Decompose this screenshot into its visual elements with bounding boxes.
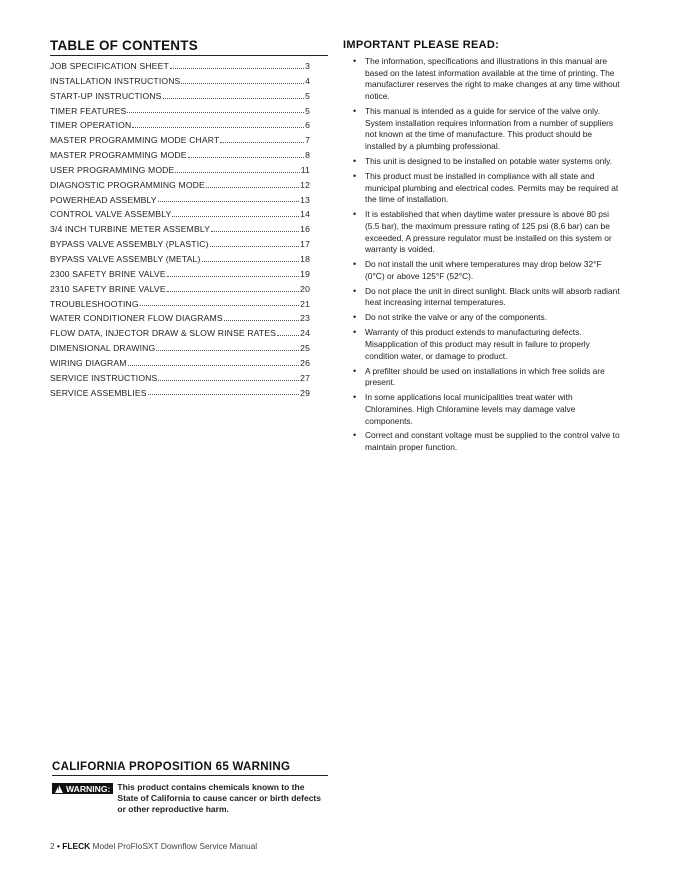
important-item xyxy=(343,106,623,153)
toc-leader-dots xyxy=(156,350,299,351)
toc-item-page: 17 xyxy=(300,239,310,250)
toc-item-title: WATER CONDITIONER FLOW DIAGRAMS xyxy=(50,313,223,324)
toc-item-title: POWERHEAD ASSEMBLY xyxy=(50,194,157,205)
toc-item-page: 29 xyxy=(300,387,310,398)
toc-item[interactable] xyxy=(50,311,310,326)
toc-item[interactable] xyxy=(50,148,310,163)
toc-leader-dots xyxy=(158,201,299,202)
toc-item-title: FLOW DATA, INJECTOR DRAW & SLOW RINSE RATES xyxy=(50,328,277,339)
warning-row xyxy=(52,782,332,815)
toc-leader-dots xyxy=(140,305,299,306)
toc-item[interactable] xyxy=(50,118,310,133)
toc-item-page: 26 xyxy=(300,357,310,368)
toc-leader-dots xyxy=(181,83,304,84)
toc-leader-dots xyxy=(127,112,304,113)
important-item xyxy=(343,392,623,427)
toc-item-page: 4 xyxy=(305,75,310,86)
warning-badge xyxy=(52,783,113,794)
toc-item-title: WIRING DIAGRAM xyxy=(50,357,127,368)
toc-item-title: TIMER FEATURES xyxy=(50,105,127,116)
toc-item-page: 19 xyxy=(300,268,310,279)
toc-leader-dots xyxy=(128,365,300,366)
bullet-icon: • xyxy=(353,430,357,441)
toc-item-title: CONTROL VALVE ASSEMBLY xyxy=(50,209,172,220)
toc-item[interactable] xyxy=(50,267,310,282)
toc-item-title: MASTER PROGRAMMING MODE CHART xyxy=(50,135,220,146)
toc-item-page: 18 xyxy=(300,253,310,264)
toc-item[interactable] xyxy=(50,193,310,208)
important-item xyxy=(343,156,623,168)
toc-leader-dots xyxy=(175,172,299,173)
important-item xyxy=(343,171,623,206)
toc-leader-dots xyxy=(172,216,299,217)
toc-item-title: DIMENSIONAL DRAWING xyxy=(50,343,156,354)
bullet-icon: • xyxy=(353,170,357,181)
toc-leader-dots xyxy=(210,246,300,247)
important-item-text: Correct and constant voltage must be supplied to the control valve to maintain proper function. xyxy=(365,430,620,453)
important-item xyxy=(343,259,623,282)
toc-item-page: 13 xyxy=(300,194,310,205)
bullet-icon: • xyxy=(353,106,357,116)
bullet-icon: • xyxy=(353,259,357,270)
toc-item-page: 23 xyxy=(300,313,310,324)
toc-item-title: SERVICE ASSEMBLIES xyxy=(50,387,147,398)
bullet-icon: • xyxy=(353,327,357,338)
toc-item[interactable] xyxy=(50,74,310,89)
toc-item[interactable] xyxy=(50,133,310,148)
page-footer xyxy=(50,841,257,851)
toc-item-page: 20 xyxy=(300,283,310,294)
bullet-icon: • xyxy=(353,392,357,403)
important-item-text: This product must be installed in compliance with all state and municipal plumbing and electrical codes. Permits may be required at the time of installation. xyxy=(365,170,619,205)
brand-name: FLECK xyxy=(62,841,91,851)
important-item-text: It is established that when daytime water pressure is above 80 psi (5.5 bar), the maximum pressure rating of 125 psi (8.6 bar) can be exceeded. A pressure regulator must be installed on this system or warranty is voided. xyxy=(365,209,612,255)
toc-item-title: DIAGNOSTIC PROGRAMMING MODE xyxy=(50,179,205,190)
important-item-text: Do not install the unit where temperatures may drop below 32°F (0°C) or above 125°F (52°C). xyxy=(365,259,602,281)
important-item-text: In some applications local municipalities treat water with Chloramines. High Chloramine levels may damage valve components. xyxy=(365,392,576,426)
toc-item-page: 12 xyxy=(300,179,310,190)
warning-text: This product contains chemicals known to the State of California to cause cancer or birth defects or other reproductive harm. xyxy=(117,782,321,814)
toc-item-title: 3/4 INCH TURBINE METER ASSEMBLY xyxy=(50,224,211,235)
toc-item[interactable] xyxy=(50,89,310,104)
toc-item-title: JOB SPECIFICATION SHEET xyxy=(50,61,169,71)
toc-item-page: 14 xyxy=(300,209,310,220)
toc-leader-dots xyxy=(206,187,299,188)
toc-item-page: 21 xyxy=(300,298,310,309)
toc-item[interactable] xyxy=(50,341,310,356)
toc-item-page: 3 xyxy=(305,61,310,71)
toc-item-page: 27 xyxy=(300,372,310,383)
toc-item-title: SERVICE INSTRUCTIONS xyxy=(50,372,158,383)
important-item xyxy=(343,56,623,103)
toc-leader-dots xyxy=(158,380,299,381)
toc-item[interactable] xyxy=(50,297,310,312)
toc-item-title: BYPASS VALVE ASSEMBLY (PLASTIC) xyxy=(50,239,209,250)
toc-item[interactable] xyxy=(50,282,310,297)
toc-leader-dots xyxy=(277,335,299,336)
important-item-text: This manual is intended as a guide for service of the valve only. System installation requires information from a number of suppliers not known at the time of manufacture. This product should be installed by a plumbing professional. xyxy=(365,106,614,152)
bullet-icon: • xyxy=(353,285,357,296)
toc-leader-dots xyxy=(202,261,300,262)
important-item xyxy=(343,312,623,324)
bullet-icon: • xyxy=(353,156,357,166)
bullet-icon: • xyxy=(353,365,357,376)
toc-item[interactable] xyxy=(50,178,310,193)
important-item-text: Warranty of this product extends to manufacturing defects. Misapplication of this product may result in failure to properly condition water, or damage to product. xyxy=(365,327,590,361)
important-item xyxy=(343,286,623,309)
toc-item[interactable] xyxy=(50,237,310,252)
toc-item[interactable] xyxy=(50,104,310,119)
toc-item-page: 11 xyxy=(300,164,310,175)
toc-item-page: 25 xyxy=(300,343,310,354)
toc-item-page: 7 xyxy=(305,135,310,146)
important-item xyxy=(343,209,623,256)
toc-item[interactable] xyxy=(50,222,310,237)
toc-leader-dots xyxy=(163,98,305,99)
toc-leader-dots xyxy=(167,291,299,292)
toc-item-title: START-UP INSTRUCTIONS xyxy=(50,90,162,101)
toc-item[interactable] xyxy=(50,386,310,401)
important-item xyxy=(343,430,623,453)
toc-item-page: 6 xyxy=(305,120,310,131)
important-item-text: Do not place the unit in direct sunlight. Black units will absorb radiant heat increasing internal temperatures. xyxy=(365,285,620,308)
toc-item-title: MASTER PROGRAMMING MODE xyxy=(50,150,187,161)
toc-item-title: BYPASS VALVE ASSEMBLY (METAL) xyxy=(50,253,201,264)
toc-item[interactable] xyxy=(50,207,310,222)
toc-leader-dots xyxy=(224,320,299,321)
important-item-text: This unit is designed to be installed on potable water systems only. xyxy=(365,156,613,166)
toc-list xyxy=(50,59,310,400)
toc-item-title: INSTALLATION INSTRUCTIONS xyxy=(50,75,181,86)
toc-item[interactable] xyxy=(50,326,310,341)
bullet-icon: • xyxy=(353,312,357,323)
important-item xyxy=(343,327,623,362)
toc-item[interactable] xyxy=(50,252,310,267)
important-title: IMPORTANT PLEASE READ: xyxy=(343,39,500,51)
important-item-text: The information, specifications and illustrations in this manual are based on the latest information available at the time of printing. The manufacturer reserves the right to make changes at any time without notice. xyxy=(365,56,620,102)
toc-leader-dots xyxy=(220,142,304,143)
toc-leader-dots xyxy=(132,127,304,128)
table-of-contents xyxy=(50,38,328,400)
toc-item-title: 2310 SAFETY BRINE VALVE xyxy=(50,283,166,294)
toc-item-page: 5 xyxy=(305,105,310,116)
toc-item-page: 16 xyxy=(300,224,310,235)
toc-leader-dots xyxy=(211,231,299,232)
toc-leader-dots xyxy=(148,394,300,395)
toc-item[interactable] xyxy=(50,163,310,178)
bullet-icon: • xyxy=(353,209,357,220)
toc-item[interactable] xyxy=(50,59,310,74)
footer-manual-title: Model ProFloSXT Downflow Service Manual xyxy=(92,841,258,851)
toc-item-title: TROUBLESHOOTING xyxy=(50,298,139,309)
warning-triangle-icon xyxy=(55,785,63,793)
warning-badge-label: WARNING: xyxy=(66,783,111,794)
toc-item[interactable] xyxy=(50,356,310,371)
toc-item-title: TIMER OPERATION xyxy=(50,120,132,131)
bullet-icon: • xyxy=(353,56,357,66)
important-item xyxy=(343,366,623,389)
toc-leader-dots xyxy=(170,68,304,69)
important-item-text: Do not strike the valve or any of the components. xyxy=(365,312,548,323)
toc-item-title: USER PROGRAMMING MODE xyxy=(50,164,175,175)
toc-item-page: 24 xyxy=(300,328,310,339)
page-number: 2 xyxy=(50,841,55,851)
footer-separator: • xyxy=(57,841,60,851)
prop65-warning xyxy=(52,760,332,815)
toc-leader-dots xyxy=(167,276,299,277)
prop65-title: CALIFORNIA PROPOSITION 65 WARNING xyxy=(52,760,328,776)
toc-leader-dots xyxy=(188,157,304,158)
important-list xyxy=(343,56,623,454)
important-item-text: A prefilter should be used on installations in which free solids are present. xyxy=(365,365,605,388)
toc-title: TABLE OF CONTENTS xyxy=(50,38,328,56)
toc-item-page: 5 xyxy=(305,90,310,101)
toc-item[interactable] xyxy=(50,371,310,386)
toc-item-title: 2300 SAFETY BRINE VALVE xyxy=(50,268,166,279)
toc-item-page: 8 xyxy=(305,150,310,161)
important-notice xyxy=(343,38,623,457)
